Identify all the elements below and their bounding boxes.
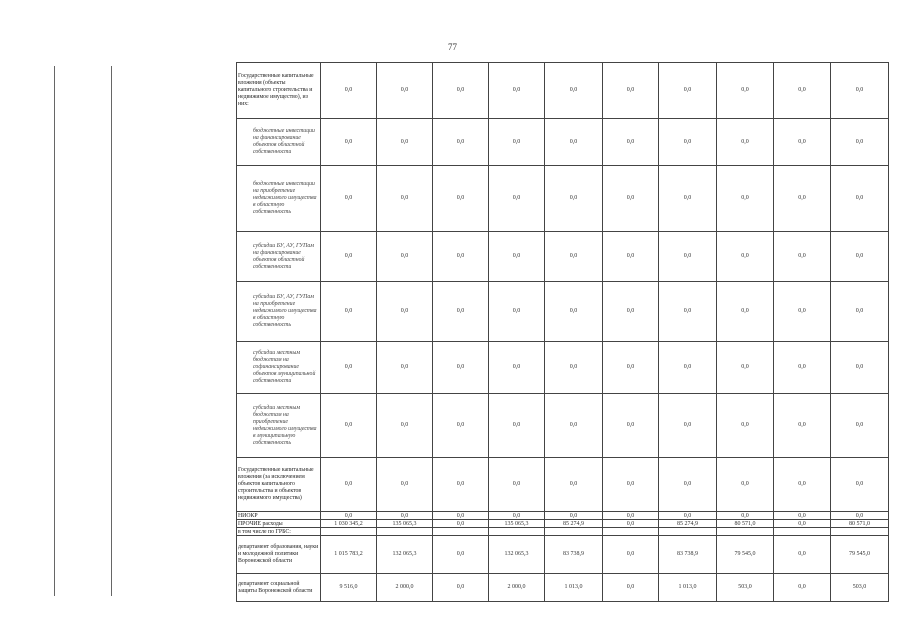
table-row <box>237 119 889 166</box>
value-cell: 0,0 <box>489 119 545 166</box>
value-cell: 0,0 <box>774 63 831 119</box>
value-cell: 0,0 <box>433 536 489 574</box>
value-cell: 1 013,0 <box>659 574 717 602</box>
value-cell: 0,0 <box>321 458 377 512</box>
value-cell: 0,0 <box>717 232 774 282</box>
left-border-line <box>111 66 112 596</box>
value-cell: 0,0 <box>717 512 774 520</box>
value-cell: 0,0 <box>545 63 603 119</box>
value-cell: 0,0 <box>545 282 603 342</box>
value-cell <box>433 528 489 536</box>
value-cell: 1 015 783,2 <box>321 536 377 574</box>
value-cell: 0,0 <box>603 394 659 458</box>
row-label: субсидии БУ, АУ, ГУПам на приобретение недвижимого имущества в областную собственность <box>237 282 321 342</box>
value-cell: 0,0 <box>717 63 774 119</box>
value-cell: 0,0 <box>489 166 545 232</box>
value-cell: 0,0 <box>489 63 545 119</box>
row-label: ПРОЧИЕ расходы <box>237 520 321 528</box>
value-cell: 0,0 <box>717 342 774 394</box>
budget-table-body <box>237 63 889 602</box>
value-cell: 0,0 <box>433 232 489 282</box>
value-cell: 0,0 <box>603 536 659 574</box>
value-cell: 0,0 <box>433 63 489 119</box>
table-row <box>237 512 889 520</box>
value-cell: 132 065,3 <box>489 536 545 574</box>
value-cell: 0,0 <box>717 166 774 232</box>
value-cell: 0,0 <box>433 520 489 528</box>
value-cell: 0,0 <box>774 458 831 512</box>
value-cell: 0,0 <box>489 512 545 520</box>
value-cell: 135 065,3 <box>377 520 433 528</box>
value-cell: 0,0 <box>321 394 377 458</box>
value-cell: 0,0 <box>545 458 603 512</box>
table-row <box>237 520 889 528</box>
value-cell: 0,0 <box>489 282 545 342</box>
table-row <box>237 536 889 574</box>
value-cell: 0,0 <box>774 512 831 520</box>
value-cell <box>717 528 774 536</box>
value-cell: 0,0 <box>659 342 717 394</box>
value-cell: 0,0 <box>377 342 433 394</box>
value-cell: 0,0 <box>321 232 377 282</box>
value-cell: 0,0 <box>774 536 831 574</box>
value-cell: 0,0 <box>433 512 489 520</box>
value-cell: 0,0 <box>489 458 545 512</box>
value-cell: 0,0 <box>321 63 377 119</box>
budget-table <box>236 62 889 602</box>
value-cell: 0,0 <box>603 166 659 232</box>
value-cell <box>545 528 603 536</box>
value-cell: 2 000,0 <box>377 574 433 602</box>
value-cell: 0,0 <box>433 458 489 512</box>
value-cell: 503,0 <box>831 574 889 602</box>
value-cell: 0,0 <box>774 394 831 458</box>
value-cell: 0,0 <box>545 512 603 520</box>
row-label: субсидии БУ, АУ, ГУПам на финансирование объектов областной собственности <box>237 232 321 282</box>
row-label: НИОКР <box>237 512 321 520</box>
value-cell: 0,0 <box>377 282 433 342</box>
value-cell: 0,0 <box>831 512 889 520</box>
value-cell: 503,0 <box>717 574 774 602</box>
value-cell: 0,0 <box>603 63 659 119</box>
row-label: департамент социальной защиты Воронежской области <box>237 574 321 602</box>
value-cell: 0,0 <box>603 232 659 282</box>
table-row <box>237 574 889 602</box>
value-cell: 0,0 <box>659 512 717 520</box>
value-cell: 0,0 <box>717 282 774 342</box>
value-cell: 0,0 <box>659 63 717 119</box>
value-cell: 0,0 <box>433 166 489 232</box>
table-row <box>237 458 889 512</box>
value-cell: 79 545,0 <box>717 536 774 574</box>
value-cell: 0,0 <box>603 512 659 520</box>
table-row <box>237 63 889 119</box>
value-cell: 80 571,0 <box>717 520 774 528</box>
value-cell: 0,0 <box>433 574 489 602</box>
value-cell: 0,0 <box>489 394 545 458</box>
table-row <box>237 394 889 458</box>
value-cell: 0,0 <box>603 342 659 394</box>
row-label: Государственные капитальные вложения (за исключением объектов капитального строительства и объектов недвижимого имущества) <box>237 458 321 512</box>
value-cell <box>377 528 433 536</box>
value-cell <box>774 528 831 536</box>
value-cell <box>321 528 377 536</box>
row-label: бюджетные инвестиции на приобретение недвижимого имущества в областную собственность <box>237 166 321 232</box>
value-cell: 0,0 <box>321 282 377 342</box>
value-cell <box>603 528 659 536</box>
row-label: в том числе по ГРБС: <box>237 528 321 536</box>
value-cell: 1 030 345,2 <box>321 520 377 528</box>
value-cell <box>831 528 889 536</box>
value-cell: 0,0 <box>603 574 659 602</box>
table-row <box>237 528 889 536</box>
value-cell: 1 013,0 <box>545 574 603 602</box>
value-cell: 0,0 <box>831 458 889 512</box>
value-cell: 0,0 <box>603 282 659 342</box>
value-cell: 0,0 <box>489 232 545 282</box>
value-cell: 0,0 <box>321 119 377 166</box>
table-row <box>237 232 889 282</box>
row-label: субсидии местным бюджетам на приобретение недвижимого имущества в муниципальную собственность <box>237 394 321 458</box>
value-cell: 0,0 <box>321 512 377 520</box>
value-cell: 9 516,0 <box>321 574 377 602</box>
value-cell: 0,0 <box>377 119 433 166</box>
value-cell: 0,0 <box>659 458 717 512</box>
value-cell: 0,0 <box>774 282 831 342</box>
value-cell: 0,0 <box>774 166 831 232</box>
value-cell: 0,0 <box>831 119 889 166</box>
value-cell: 85 274,9 <box>545 520 603 528</box>
value-cell <box>659 528 717 536</box>
table-row <box>237 282 889 342</box>
value-cell <box>489 528 545 536</box>
value-cell: 0,0 <box>489 342 545 394</box>
value-cell: 0,0 <box>774 232 831 282</box>
value-cell: 0,0 <box>377 166 433 232</box>
value-cell: 0,0 <box>717 394 774 458</box>
value-cell: 0,0 <box>659 282 717 342</box>
value-cell: 80 571,0 <box>831 520 889 528</box>
value-cell: 0,0 <box>603 520 659 528</box>
value-cell: 0,0 <box>433 119 489 166</box>
value-cell: 0,0 <box>831 282 889 342</box>
value-cell: 0,0 <box>659 119 717 166</box>
value-cell: 0,0 <box>377 458 433 512</box>
row-label: Государственные капитальные вложения (объекты капитального строительства и недвижимое имущество), из них: <box>237 63 321 119</box>
value-cell: 0,0 <box>321 166 377 232</box>
left-border-line <box>54 66 55 596</box>
value-cell: 0,0 <box>717 458 774 512</box>
row-label: департамент образования, науки и молодежной политики Воронежской области <box>237 536 321 574</box>
value-cell: 0,0 <box>433 282 489 342</box>
value-cell: 0,0 <box>659 394 717 458</box>
row-label: субсидии местным бюджетам на софинансирование объектов муниципальной собственности <box>237 342 321 394</box>
value-cell: 83 738,9 <box>545 536 603 574</box>
row-label: бюджетные инвестиции на финансирование объектов областной собственности <box>237 119 321 166</box>
value-cell: 0,0 <box>717 119 774 166</box>
value-cell: 0,0 <box>831 394 889 458</box>
value-cell: 0,0 <box>545 342 603 394</box>
value-cell: 79 545,0 <box>831 536 889 574</box>
page-number: 77 <box>448 42 457 52</box>
value-cell: 135 065,3 <box>489 520 545 528</box>
value-cell: 0,0 <box>377 232 433 282</box>
value-cell: 0,0 <box>659 232 717 282</box>
table-row <box>237 342 889 394</box>
value-cell: 0,0 <box>545 166 603 232</box>
value-cell: 0,0 <box>774 520 831 528</box>
value-cell: 0,0 <box>545 119 603 166</box>
value-cell: 2 000,0 <box>489 574 545 602</box>
value-cell: 132 065,3 <box>377 536 433 574</box>
table-row <box>237 166 889 232</box>
value-cell: 0,0 <box>774 342 831 394</box>
value-cell: 0,0 <box>831 63 889 119</box>
value-cell: 0,0 <box>433 342 489 394</box>
value-cell: 0,0 <box>831 166 889 232</box>
value-cell: 0,0 <box>603 458 659 512</box>
value-cell: 0,0 <box>831 232 889 282</box>
value-cell: 0,0 <box>545 394 603 458</box>
value-cell: 0,0 <box>433 394 489 458</box>
value-cell: 0,0 <box>774 574 831 602</box>
value-cell: 85 274,9 <box>659 520 717 528</box>
value-cell: 0,0 <box>831 342 889 394</box>
value-cell: 0,0 <box>545 232 603 282</box>
value-cell: 0,0 <box>603 119 659 166</box>
value-cell: 83 738,9 <box>659 536 717 574</box>
value-cell: 0,0 <box>321 342 377 394</box>
value-cell: 0,0 <box>659 166 717 232</box>
value-cell: 0,0 <box>377 512 433 520</box>
value-cell: 0,0 <box>774 119 831 166</box>
value-cell: 0,0 <box>377 394 433 458</box>
value-cell: 0,0 <box>377 63 433 119</box>
